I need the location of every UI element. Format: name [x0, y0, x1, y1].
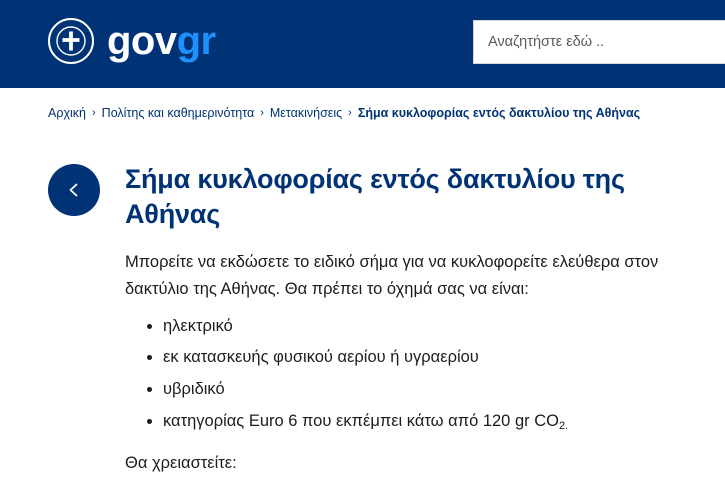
- site-header: [0, 0, 725, 88]
- list-item: [147, 376, 677, 403]
- govgr-logo[interactable]: [48, 18, 216, 64]
- back-button[interactable]: [48, 164, 100, 216]
- breadcrumb-separator-icon: ›: [92, 107, 96, 119]
- breadcrumb-item-transport[interactable]: Μετακινήσεις: [269, 106, 343, 120]
- govgr-wordmark: [107, 21, 216, 61]
- breadcrumb-separator-icon: ›: [260, 107, 264, 119]
- criteria-list: [125, 313, 677, 435]
- breadcrumb: [0, 88, 725, 120]
- list-item-label: υβριδικό: [163, 379, 225, 398]
- breadcrumb-item-citizen[interactable]: Πολίτης και καθημερινότητα: [101, 106, 255, 120]
- breadcrumb-item-home[interactable]: Αρχική: [48, 106, 86, 120]
- trailing-text: Θα χρειαστείτε:: [125, 454, 237, 473]
- article: [125, 162, 677, 477]
- breadcrumb-item-current: Σήμα κυκλοφορίας εντός δακτυλίου της Αθήνας: [357, 106, 641, 120]
- list-item-subscript: 2.: [558, 419, 569, 432]
- chevron-left-icon: [65, 181, 83, 199]
- search-input[interactable]: [474, 21, 725, 63]
- search-box[interactable]: [473, 20, 725, 64]
- list-item: [147, 408, 677, 435]
- header-inner: [0, 0, 725, 88]
- list-item-label: κατηγορίας Euro 6 που εκπέμπει κάτω από 120 gr CO: [163, 411, 559, 430]
- main-content: [0, 120, 725, 477]
- page-title: Σήμα κυκλοφορίας εντός δακτυλίου της Αθήνας: [125, 164, 625, 229]
- list-item-label: ηλεκτρικό: [163, 316, 233, 335]
- list-item-label: εκ κατασκευής φυσικού αερίου ή υγραερίου: [163, 348, 479, 367]
- logo-text-gr: gr: [176, 19, 216, 63]
- list-item: [147, 344, 677, 371]
- logo-text-gov: gov: [107, 19, 177, 63]
- page-lead-text: Μπορείτε να εκδώσετε το ειδικό σήμα για να κυκλοφορείτε ελεύθερα στον δακτύλιο της Αθήνας. Θα πρέπει το όχημά σας να είναι:: [125, 253, 659, 298]
- list-item: [147, 313, 677, 340]
- breadcrumb-separator-icon: ›: [348, 107, 352, 119]
- hellenic-republic-emblem-icon: [48, 18, 94, 64]
